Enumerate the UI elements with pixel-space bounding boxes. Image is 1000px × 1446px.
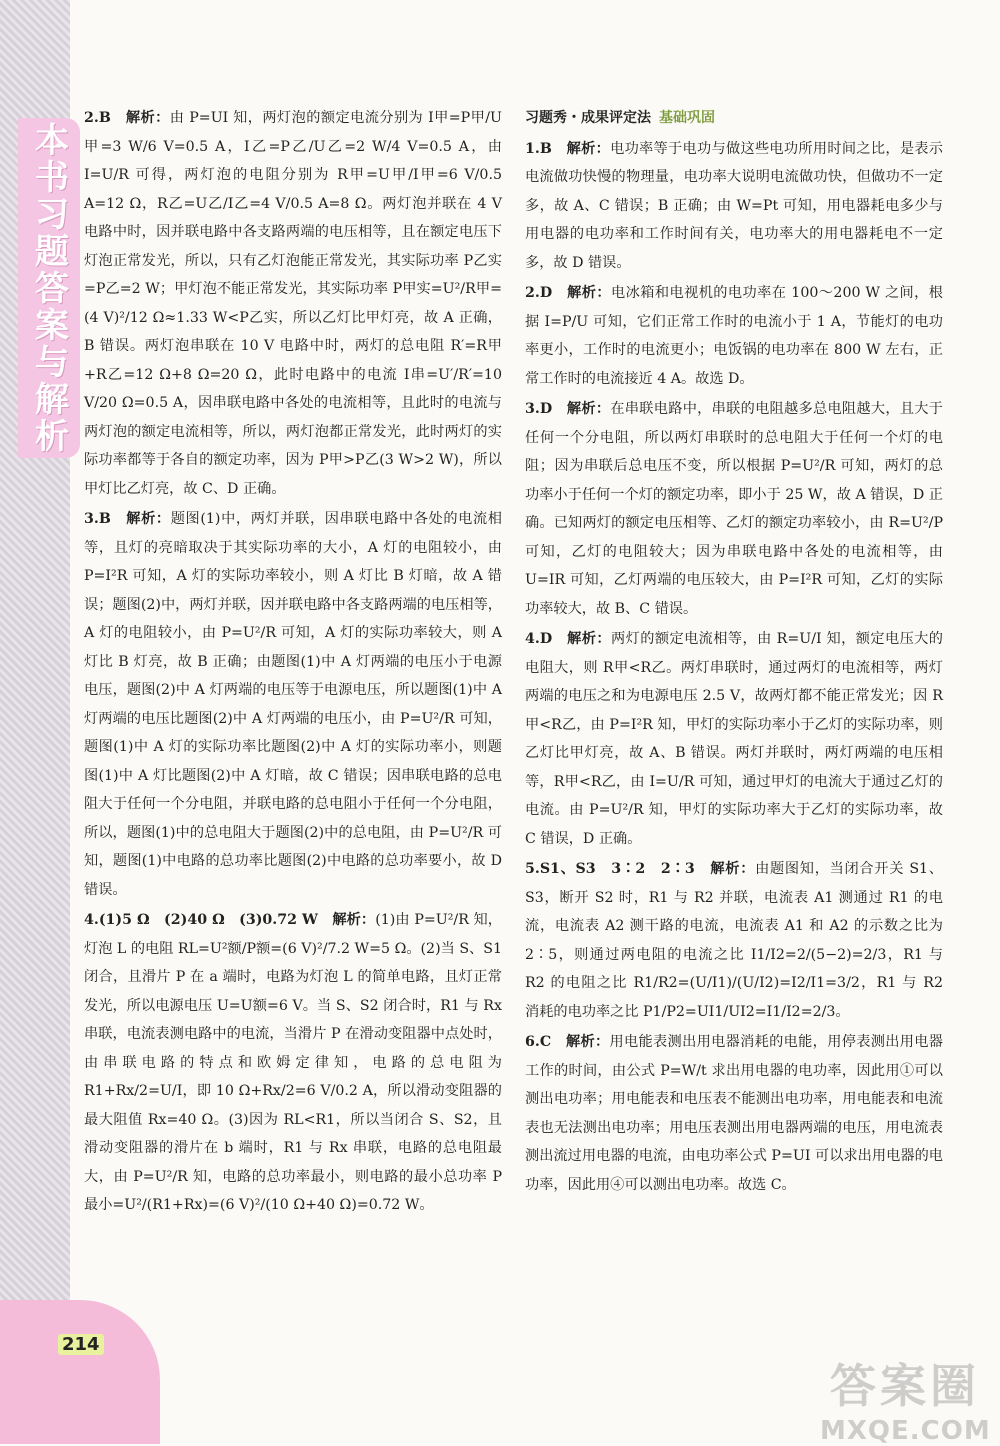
item-label: 解析： bbox=[567, 631, 612, 647]
item-text: 在串联电路中，串联的电阻越多总电阻越大，且大于任何一个分电阻，所以两灯串联时的总电阻大于任何一个灯的电阻；因为串联后总电压不变，所以根据 P=U²/R 可知，两灯的总功率小于任何一个灯的额定功率，即小于 25 W，故 A 错误，D 正确。已知两灯的额定电压相等、乙灯的额定功率较小，由 R=U²/P 可知，乙灯的电阻较大；因为串联电路中各处的电流相等，由 U=IR 可知，乙灯两端的电压较大，由 P=I²R 可知，乙灯的实际功率较大，故 B、C 错误。 bbox=[525, 401, 943, 617]
answer-item bbox=[84, 505, 502, 904]
section-tag: 基础巩固 bbox=[659, 110, 715, 126]
item-number: 4. bbox=[525, 631, 540, 647]
item-number: 5. bbox=[525, 861, 540, 877]
item-answer: S1、S3 3∶2 2∶3 bbox=[539, 861, 695, 877]
item-text: 两灯的额定电流相等，由 R=U/I 知，额定电压大的电阻大，则 R甲<R乙。两灯串联时，通过两灯的电流相等，两灯两端的电压之和为电源电压 2.5 V，故两灯都不能正常发光；因 R甲<R乙，由 P=I²R 知，甲灯的实际功率小于乙灯的实际功率，则乙灯比甲灯亮，故 A、B 错误。两灯并联时，两灯两端的电压相等，R甲<R乙，由 I=U/R 可知，通过甲灯的电流大于通过乙灯的电流。由 P=U²/R 知，甲灯的实际功率大于乙灯的实际功率，故 C 错误，D 正确。 bbox=[525, 631, 943, 847]
item-label: 解析： bbox=[126, 511, 171, 527]
item-answer: D bbox=[539, 631, 553, 647]
item-label: 解析： bbox=[565, 1034, 610, 1050]
item-text: 由 P=UI 知，两灯泡的额定电流分别为 I甲=P甲/U甲=3 W/6 V=0.5 A，I乙=P乙/U乙=2 W/4 V=0.5 A，由 I=U/R 可得，两灯泡的电阻分别为 R甲=U甲/I甲=6 V/0.5 A=12 Ω，R乙=U乙/I乙=4 V/0.5 A=8 Ω。两灯泡并联在 4 V 电路中时，因并联电路中各支路两端的电压相等，且在额定电压下灯泡正常发光，所以，只有乙灯泡能正常发光，其实际功率 P乙实=P乙=2 W；甲灯泡不能正常发光，其实际功率 P甲实=U²/R甲=(4 V)²/12 Ω≈1.33 W<P乙实，所以乙灯比甲灯亮，故 A 正确，B 错误。两灯泡串联在 10 V 电路中时，两灯的总电阻 R′=R甲+R乙=12 Ω+8 Ω=20 Ω，此时电路中的电流 I串=U′/R′=10 V/20 Ω=0.5 A，因串联电路中各处的电流相等，且此时的电流与两灯泡的额定电流相等，所以，两灯泡都正常发光，此时两灯的实际功率都等于各自的额定功率，因为 P甲>P乙(3 W>2 W)，所以甲灯比乙灯亮，故 C、D 正确。 bbox=[84, 110, 502, 497]
item-text: 电冰箱和电视机的电功率在 100～200 W 之间，根据 I=P/U 可知，它们正常工作时的电流小于 1 A，节能灯的电功率更小，工作时的电流更小；电饭锅的电功率在 800 W 左右，正常工作时的电流接近 4 A。故选 D。 bbox=[525, 285, 943, 387]
item-number: 4. bbox=[84, 912, 99, 928]
answer-item bbox=[525, 855, 943, 1026]
left-column bbox=[84, 104, 502, 1222]
answer-item bbox=[525, 395, 943, 623]
item-answer: (1)5 Ω (2)40 Ω (3)0.72 W bbox=[98, 912, 318, 928]
answer-item bbox=[525, 1028, 943, 1199]
item-number: 2. bbox=[84, 110, 99, 126]
item-answer: D bbox=[539, 401, 553, 417]
sidebar-title: 本书习题答案与解析 bbox=[28, 121, 69, 455]
item-answer: B bbox=[98, 511, 111, 527]
item-text: 题图(1)中，两灯并联，因串联电路中各处的电流相等，且灯的亮暗取决于其实际功率的大小，A 灯的电阻较小，由 P=I²R 可知，A 灯的实际功率较小，则 A 灯比 B 灯暗，故 A 错误；题图(2)中，两灯并联，因并联电路中各支路两端的电压相等，A 灯的电阻较小，由 P=U²/R 可知，A 灯的实际功率较大，则 A 灯比 B 灯亮，故 B 正确；由题图(1)中 A 灯两端的电压小于电源电压，题图(2)中 A 灯两端的电压等于电源电压，所以题图(1)中 A 灯两端的电压比题图(2)中 A 灯两端的电压小，由 P=U²/R 可知，题图(1)中 A 灯的实际功率比题图(2)中 A 灯的实际功率小，则题图(1)中 A 灯比题图(2)中 A 灯暗，故 C 错误；因串联电路的总电阻大于任何一个分电阻，并联电路的总电阻小于任何一个分电阻，所以，题图(1)中的总电阻大于题图(2)中的总电阻，由 P=U²/R 可知，题图(1)中电路的总功率比题图(2)中电路的总功率要小，故 D 错误。 bbox=[84, 511, 502, 898]
item-answer: C bbox=[539, 1034, 552, 1050]
answer-item bbox=[84, 906, 502, 1220]
item-number: 2. bbox=[525, 285, 540, 301]
item-answer: B bbox=[98, 110, 111, 126]
answer-item bbox=[525, 625, 943, 853]
item-text: 由题图知，当闭合开关 S1、S3，断开 S2 时，R1 与 R2 并联，电流表 A1 测通过 R1 的电流，电流表 A2 测干路的电流，电流表 A1 和 A2 的示数之比为 2∶5，则通过两电阻的电流之比 I1/I2=2/(5−2)=2/3，R1 与 R2 的电阻之比 R1/R2=(U/I1)/(U/I2)=I2/I1=3/2，R1 与 R2 消耗的电功率之比 P1/P2=UI1/UI2=I1/I2=2/3。 bbox=[525, 861, 943, 1020]
item-text: (1)由 P=U²/R 知，灯泡 L 的电阻 RL=U²额/P额=(6 V)²/7.2 W=5 Ω。(2)当 S、S1 闭合，且滑片 P 在 a 端时，电路为灯泡 L 的简单电路，且灯正常发光，所以电源电压 U=U额=6 V。当 S、S2 闭合时，R1 与 Rx 串联，电流表测电路中的电流，当滑片 P 在滑动变阻器中点处时，由串联电路的特点和欧姆定律知，电路的总电阻为 R1+Rx/2=U/I，即 10 Ω+Rx/2=6 V/0.2 A，所以滑动变阻器的最大阻值 Rx=40 Ω。(3)因为 RL<R1，所以当闭合 S、S2，且滑动变阻器的滑片在 b 端时，R1 与 Rx 串联，电路的总电阻最大，由 P=U²/R 知，电路的总功率最小，则电路的最小总功率 P最小=U²/(R1+Rx)=(6 V)²/(10 Ω+40 Ω)=0.72 W。 bbox=[84, 912, 502, 1213]
item-number: 1. bbox=[525, 140, 540, 157]
section-header bbox=[525, 104, 943, 133]
item-label: 解析： bbox=[566, 140, 611, 157]
item-text: 电功率等于电功与做这些电功所用时间之比，是表示电流做功快慢的物理量，电功率大说明电流做功快，但做功不一定多，故 A、C 错误；B 正确；由 W=Pt 可知，用电器耗电多少与用电器的电功率和工作时间有关，电功率大的用电器耗电不一定多，故 D 错误。 bbox=[525, 140, 943, 271]
section-title: 习题秀・成果评定法 bbox=[525, 110, 651, 126]
item-label: 解析： bbox=[125, 110, 170, 126]
item-answer: D bbox=[539, 285, 553, 301]
item-label: 解析： bbox=[332, 912, 376, 928]
answer-item bbox=[525, 135, 943, 278]
answer-item bbox=[84, 104, 502, 503]
item-number: 3. bbox=[84, 511, 99, 527]
item-answer: B bbox=[539, 140, 552, 157]
item-number: 6. bbox=[525, 1034, 540, 1050]
item-label: 解析： bbox=[567, 285, 612, 301]
corner-decoration bbox=[0, 1300, 160, 1444]
item-number: 3. bbox=[525, 401, 540, 417]
side-tab bbox=[18, 118, 80, 458]
watermark bbox=[820, 1350, 990, 1446]
watermark-site: MXQE.COM bbox=[820, 1416, 991, 1446]
item-text: 用电能表测出用电器消耗的电能，用停表测出用电器工作的时间，由公式 P=W/t 求出用电器的电功率，因此用①可以测出电功率；用电能表和电压表不能测出电功率，用电能表和电流表也无法测出电功率；用电压表测出用电器两端的电压，用电流表测出流过用电器的电流，由电功率公式 P=UI 可以求出用电器的电功率，因此用④可以测出电功率。故选 C。 bbox=[525, 1034, 943, 1193]
right-column bbox=[525, 104, 943, 1201]
watermark-logo: 答案圈 bbox=[830, 1359, 980, 1413]
item-label: 解析： bbox=[710, 861, 756, 877]
answer-item bbox=[525, 279, 943, 393]
item-label: 解析： bbox=[566, 401, 611, 417]
page-number: 214 bbox=[58, 1334, 104, 1355]
